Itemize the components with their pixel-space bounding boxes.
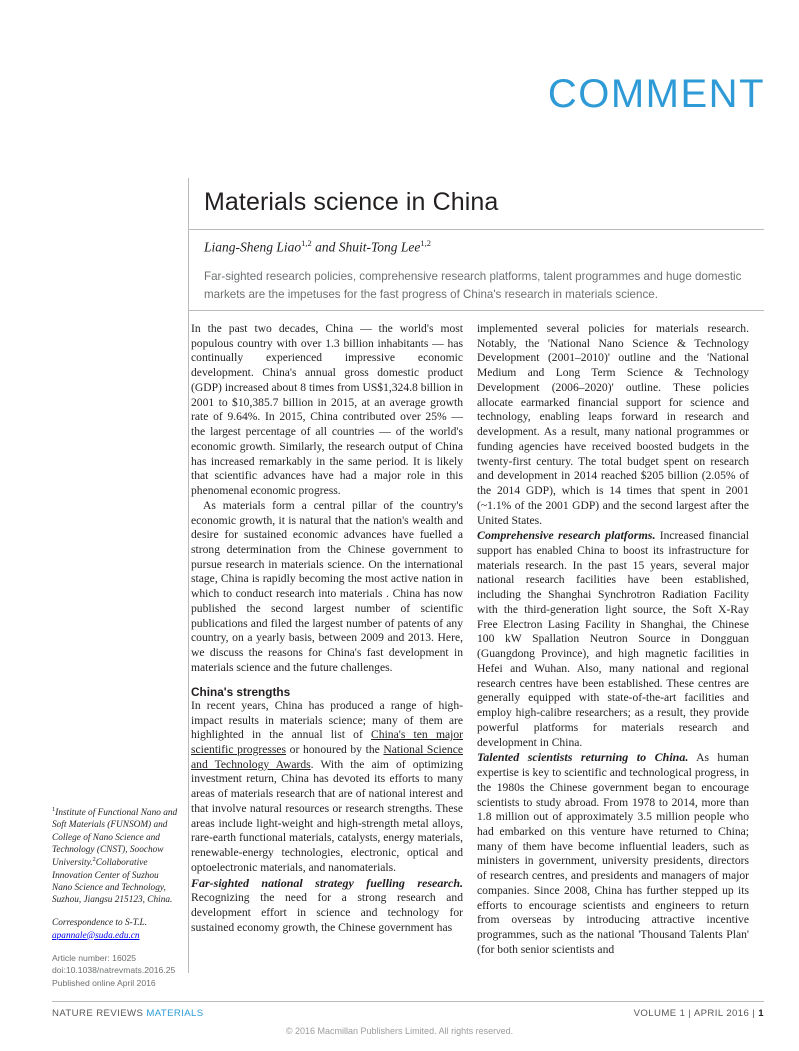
column-divider-rule bbox=[188, 178, 189, 973]
paragraph-text-part: In recent years, China has produced a range of high-impact results in materials science; many of them are highlighted in the annual list of bbox=[191, 698, 463, 742]
runin-heading-talented: Talented scientists returning to China. bbox=[477, 750, 689, 765]
paragraph-text-part: . With the aim of optimizing investment return, China has devoted its efforts to many areas of materials research that are of national interest and that involve natural resources or research strengths. These areas include light-weight and high-strength metal alloys, rare-earth functional materials, catalysts, energy materials, renewable-energy technologies, electronic, optical and optoelectronic materials, and nanomaterials. bbox=[191, 757, 464, 874]
author-one-affiliation-marker: 1,2 bbox=[301, 238, 312, 248]
affiliation-one-marker: 1 bbox=[52, 806, 56, 813]
footer-page-number: 1 bbox=[758, 1008, 764, 1019]
article-number: Article number: 16025 bbox=[52, 953, 137, 963]
standfirst-divider-rule bbox=[189, 310, 764, 311]
paragraph: As materials form a central pillar of the country's economic growth, it is natural that the nation's wealth and desire for sustained economic advances have fuelled a strong determination from the Chinese government to pursue research in materials science. On the international stage, China is rapidly becoming the most active nation in which to conduct research into materials . China has now published the second largest number of scientific publications and filed the largest number of patents of any country, on a yearly basis, between 2009 and 2013. Here, we discuss the reasons for China's fast development in materials science and the future challenges. bbox=[191, 498, 463, 674]
copyright-notice: © 2016 Macmillan Publishers Limited. All rights reserved. bbox=[285, 1026, 514, 1036]
footer-volume-text: VOLUME 1 | APRIL 2016 | bbox=[633, 1008, 756, 1019]
paragraph: In the past two decades, China — the world's most populous country with over 1.3 billion inhabitants — has continually experienced impressive economic development. China's annual gross domestic product (GDP) increased about 8 times from US$1,324.8 billion in 2001 to $10,385.7 billion in 2015, at an average growth rate of 9.64%. In 2015, China contributed over 25% — the largest percentage of all countries — of the world's economic growth. Similarly, the research output of China has increased remarkably in the same period. It is likely that scientific advances have had a major role in this phenomenal economic progress. bbox=[191, 322, 463, 498]
paragraph-with-links bbox=[191, 699, 463, 876]
paragraph-text-part: Recognizing the need for a strong research and development effort in science and technology for sustained economy growth, the Chinese government has bbox=[191, 891, 463, 934]
author-two: Shuit-Tong Lee bbox=[338, 239, 421, 255]
footer-journal-name bbox=[52, 1008, 204, 1019]
link-national-science-and-technology-awards[interactable]: National Science and Technology Awards bbox=[191, 742, 463, 771]
section-header: COMMENT bbox=[547, 72, 765, 116]
paragraph: implemented several policies for materials research. Notably, the 'National Nano Science & Technology Development (2001–2010)' outline and the 'National Medium and Long Term Science & Technology Development (2006–2020)' outline. These policies allocate earmarked financial support for science and technology, enabling leaps forward in research and development. As a result, many national programmes or funding agencies have received boosted budgets in the twenty-first century. The total budget spent on research and development in 2014 reached $205 billion (2.05% of the 2014 GDP), which is 14 times that spent in 2001 (~1.1% of the 2001 GDP) and the second largest after the United States. bbox=[477, 322, 749, 527]
correspondence-email-link[interactable]: apannale@suda.edu.cn bbox=[52, 930, 140, 941]
author-list bbox=[204, 238, 764, 256]
page-title: Materials science in China bbox=[204, 188, 499, 216]
correspondence-block bbox=[52, 917, 178, 942]
affiliation-one bbox=[52, 806, 178, 906]
footer-divider-rule bbox=[52, 1001, 764, 1002]
body-column-left bbox=[191, 322, 463, 936]
affiliations-block bbox=[52, 806, 178, 953]
footer-journal-accent: MATERIALS bbox=[146, 1008, 204, 1019]
article-published-date: Published online April 2016 bbox=[52, 977, 156, 988]
article-metadata bbox=[52, 952, 182, 989]
title-divider-rule bbox=[189, 229, 764, 230]
affiliation-one-text: Institute of Functional Nano and Soft Materials (FUNSOM) and College of Nano Science and Technology (CNST), Soochow University. bbox=[52, 808, 178, 869]
paragraph-text-part: Increased financial support has enabled China to boost its infrastructure for materials research. In the past 15 years, several major national research facilities have been established, including the Shanghai Synchrotron Radiation Facility with the third-generation light source, the Soft X-Ray Free Electron Lasing Facility in Shanghai, the Chinese 100 kW Spallation Neutron Source in Dongguan (Guangdong Province), and high magnetic facilities in Hefei and Wuhan. Also, many national and regional research centres have been established. These centres are generally equipped with state-of-the-art facilities and employ high-calibre researchers; as a result, they provide powerful platforms for materials research and development in China. bbox=[477, 529, 749, 749]
paragraph-text-part: As human expertise is key to scientific and technological progress, in the 1980s the Chinese government began to encourage scientists to study abroad. From 1978 to 2014, more than 1.8 million out of approximately 3.5 million people who had embarked on this venture have returned to China; many of them have become influential leaders, such as ministers in government, university presidents, directors of research centres, and presidents and managers of major companies. Since 2008, China has further stepped up its efforts to encourage scientists and engineers to return from overseas by introducing attractive incentive programmes, such as the national 'Thousand Talents Plan' (for both senior scientists and bbox=[477, 751, 749, 956]
correspondence-label: Correspondence to S-T.L. bbox=[52, 918, 148, 929]
footer-journal-primary: NATURE REVIEWS bbox=[52, 1008, 144, 1019]
link-ten-major-scientific-progresses[interactable]: China's ten major scientific progresses bbox=[191, 728, 463, 756]
affiliation-two-marker: 2 bbox=[92, 856, 96, 864]
paragraph-text-part: or honoured by the bbox=[286, 742, 384, 756]
section-heading-strengths: China's strengths bbox=[191, 684, 291, 699]
runin-heading-platforms: Comprehensive research platforms. bbox=[477, 528, 656, 543]
footer-volume-info bbox=[634, 1008, 764, 1019]
standfirst-summary: Far-sighted research policies, comprehensive research platforms, talent programmes and huge domestic markets are the impetuses for the fast progress of China's research in materials science. bbox=[204, 270, 742, 301]
runin-heading-farsighted: Far-sighted national strategy fuelling research. bbox=[191, 875, 463, 890]
author-conjunction: and bbox=[311, 239, 339, 255]
author-one: Liang-Sheng Liao bbox=[204, 239, 302, 255]
author-two-affiliation-marker: 1,2 bbox=[420, 238, 432, 248]
body-column-right bbox=[477, 322, 749, 958]
affiliation-two-text: Collaborative Innovation Center of Suzhou Nano Science and Technology, Suzhou, Jiangsu 215123, China. bbox=[52, 858, 173, 906]
article-doi: doi:10.1038/natrevmats.2016.25 bbox=[52, 965, 176, 976]
